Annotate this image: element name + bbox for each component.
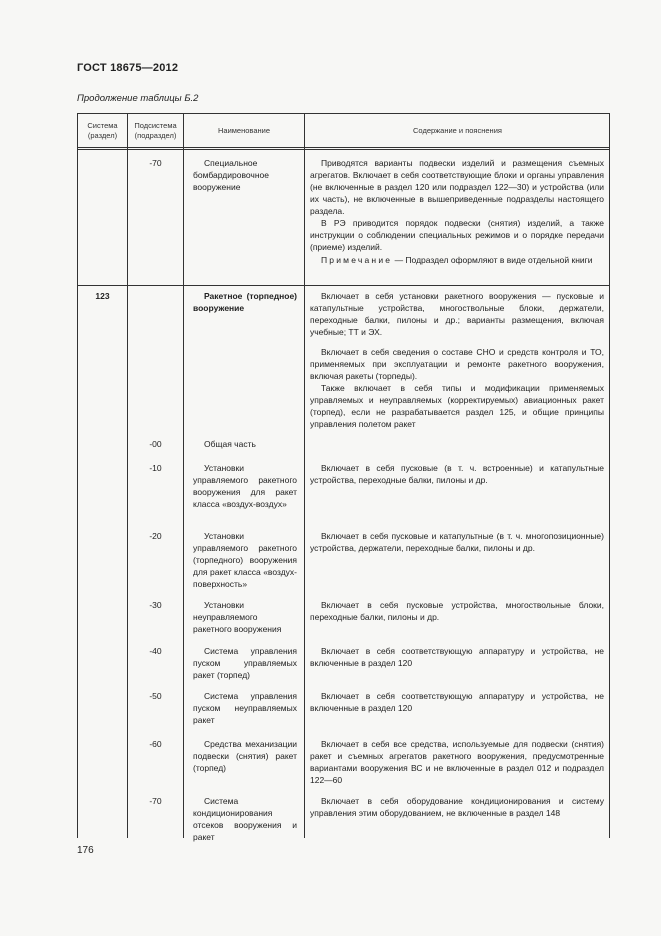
subsystem-name: Система кондиционирования отсеков вооружения и ракет — [193, 796, 297, 842]
content-paragraph: Включает в себя оборудование кондиционирования и систему управления этим оборудованием, не включенные в раздел 148 — [310, 796, 604, 818]
subsystem-name: Установки неуправляемого ракетного вооружения — [193, 600, 282, 634]
column-header-content: Содержание и пояснения — [413, 125, 502, 135]
subsystem-name: Средства механизации подвески (снятия) ракет (торпед) — [193, 739, 297, 773]
column-header-name: Наименование — [218, 125, 270, 135]
subsystem-code: -60 — [149, 739, 162, 749]
column-divider — [127, 113, 128, 838]
column-header-subsystem: Подсистема (подраздел) — [134, 120, 177, 140]
note-text: — Подраздел оформляют в виде отдельной книги — [392, 255, 593, 265]
subsystem-name: Общая часть — [204, 439, 256, 449]
row-rule — [77, 285, 610, 286]
subsystem-name: Специальное бомбардировочное вооружение — [193, 158, 269, 192]
content-paragraph: Также включает в себя типы и модификации применяемых управляемых и неуправляемых (корректируемых) авиационных ракет (торпед), если не разрабатывается раздел 125, и общие принципы управления полетом ракет — [310, 383, 604, 429]
page-number: 176 — [77, 845, 94, 856]
subsystem-name: Система управления пуском неуправляемых ракет — [193, 691, 297, 725]
subsystem-code: -70 — [149, 158, 162, 168]
note-paragraph — [310, 254, 604, 266]
content-paragraph: В РЭ приводится порядок подвески (снятия) изделий, а также инструкции о соблюдении специальных режимов и о порядке передачи (приеме) изделий. — [310, 218, 604, 252]
system-code: 123 — [95, 291, 110, 301]
content-paragraph: Включает в себя пусковые устройства, многоствольные блоки, переходные балки, пилоны и др. — [310, 600, 604, 622]
subsystem-code: -70 — [149, 796, 162, 806]
standard-title: ГОСТ 18675—2012 — [77, 62, 179, 74]
content-paragraph: Включает в себя соответствующую аппаратуру и устройства, не включенные в раздел 120 — [310, 691, 604, 713]
content-paragraph: Включает в себя все средства, используемые для подвески (снятия) ракет и съемных агрегатов ракетного вооружения, предусмотренные вариантами вооружения ВС и не включенные в раздел 012 и подраздел 122—60 — [310, 739, 604, 785]
subsystem-code: -20 — [149, 531, 162, 541]
content-paragraph: Включает в себя установки ракетного вооружения — пусковые и катапультные устройства, многоствольные блоки, держатели, переходные балки, пилоны и др.; варианты размещения, включая учебные; ТТ и ЭХ. — [310, 291, 604, 337]
content-paragraph: Включает в себя сведения о составе СНО и средств контроля и ТО, применяемых при эксплуатации и ремонте ракетного вооружения, включая ракеты (торпеды). — [310, 347, 604, 381]
column-divider — [183, 113, 184, 838]
table-continuation-caption: Продолжение таблицы Б.2 — [77, 93, 199, 104]
subsystem-code: -30 — [149, 600, 162, 610]
subsystem-code: -50 — [149, 691, 162, 701]
subsystem-code: -10 — [149, 463, 162, 473]
subsystem-name: Установки управляемого ракетного (торпедного) вооружения для ракет класса «воздух-поверхность» — [193, 531, 297, 589]
content-paragraph: Включает в себя пусковые (в т. ч. встроенные) и катапультные устройства, переходные балки, пилоны и др. — [310, 463, 604, 485]
content-paragraph: Приводятся варианты подвески изделий и размещения съемных агрегатов. Включает в себя соответствующие блоки и органы управления (не включенные в раздел 120 или подраздел 122—30) и устройства (или их часть), не включенные в вышеприведенные подразделы настоящего раздела. — [310, 158, 604, 216]
column-divider — [304, 113, 305, 838]
content-paragraph: Включает в себя соответствующую аппаратуру и устройства, не включенные в раздел 120 — [310, 646, 604, 668]
column-header-system: Система (раздел) — [87, 120, 118, 140]
note-label: Примечание — [321, 255, 393, 265]
subsystem-name: Установки управляемого ракетного вооружения для ракет класса «воздух-воздух» — [193, 463, 297, 509]
content-paragraph: Включает в себя пусковые и катапультные (в т. ч. многопозиционные) устройства, держатели, переходные балки, пилоны и др. — [310, 531, 604, 553]
subsystem-code: -00 — [149, 439, 162, 449]
system-name: Ракетное (торпедное) вооружение — [193, 291, 297, 313]
subsystem-name: Система управления пуском управляемых ракет (торпед) — [193, 646, 297, 680]
subsystem-code: -40 — [149, 646, 162, 656]
